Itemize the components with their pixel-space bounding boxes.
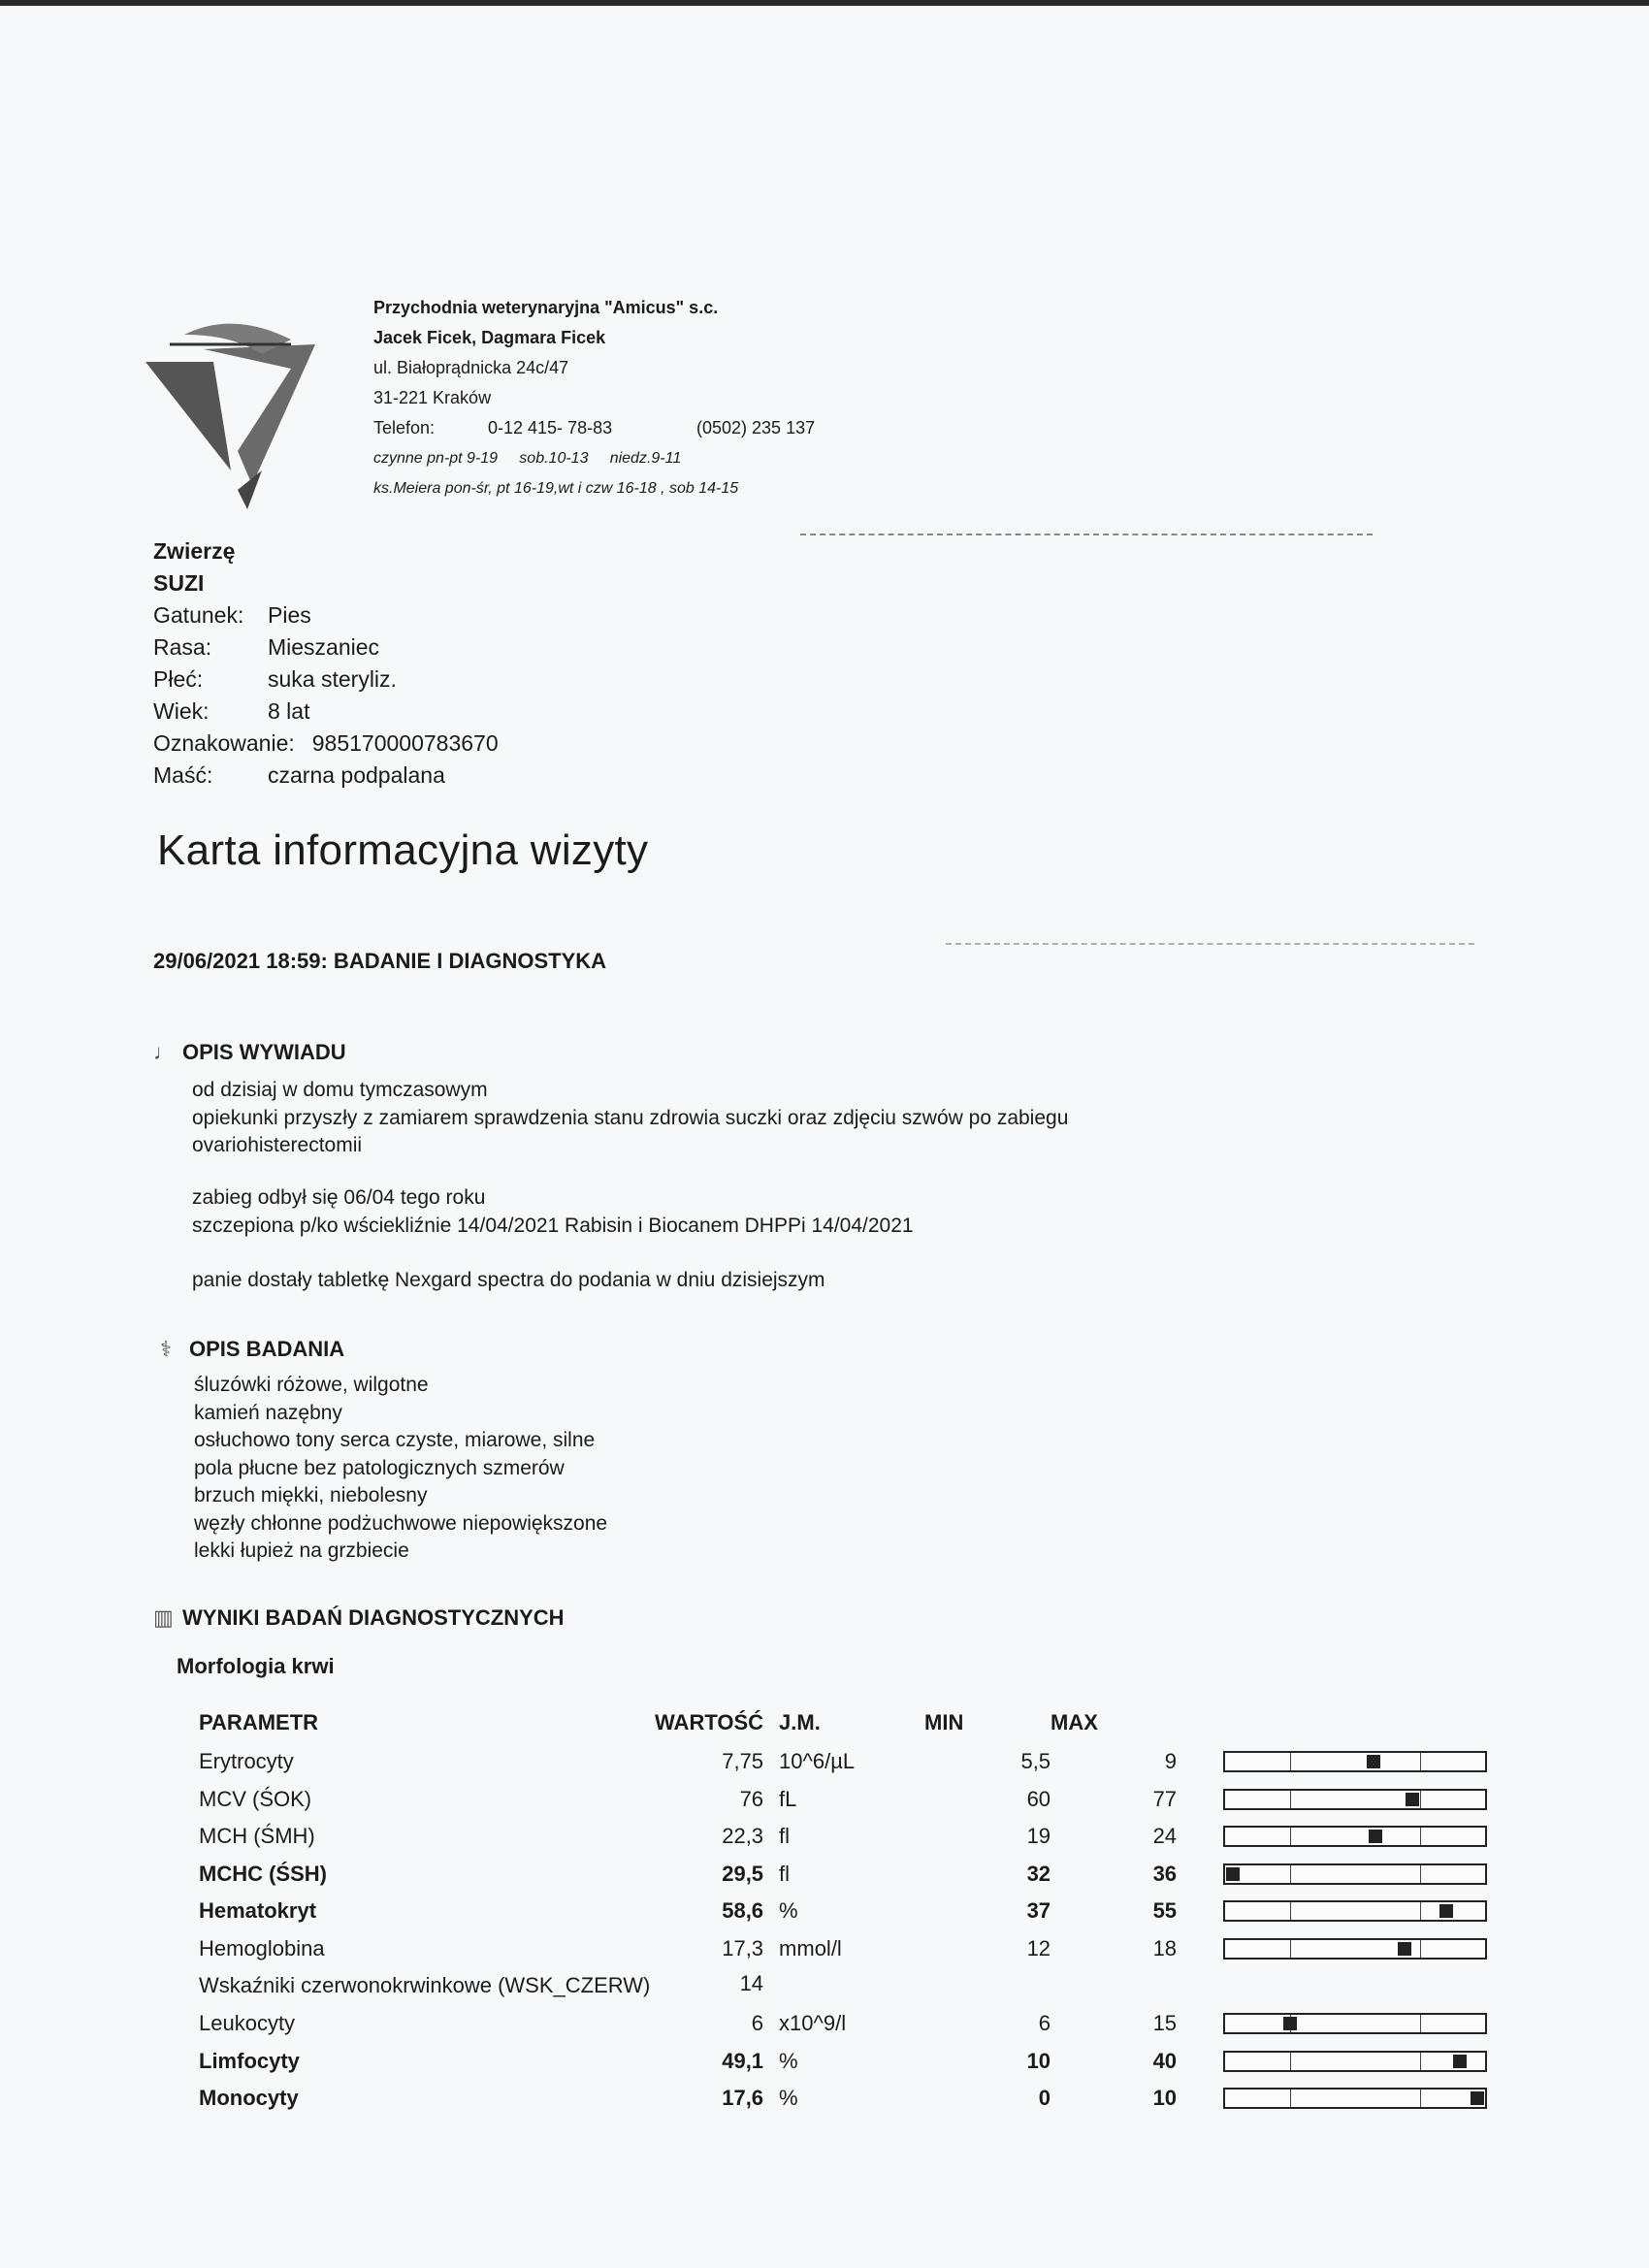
field-value: suka steryliz. (268, 666, 397, 692)
results-body (199, 1743, 1495, 2118)
divider (800, 534, 1373, 535)
range-bar (1223, 1900, 1487, 1922)
range-marker (1367, 1755, 1380, 1768)
value-cell: 29,5 (722, 1861, 764, 1886)
animal-field (153, 599, 499, 632)
phone-label: Telefon: (373, 418, 436, 437)
max-cell: 9 (1164, 1749, 1178, 1774)
max-cell: 77 (1152, 1786, 1178, 1811)
text-line: panie dostały tabletkę Nexgard spectra do podania w dniu dzisiejszym (192, 1269, 825, 1291)
clinic-name: Przychodnia weterynaryjna "Amicus" s.c. (373, 298, 719, 317)
clinic-branch-hours: ks.Meiera pon-śr, pt 16-19,wt i czw 16-18 , sob 14-15 (373, 480, 739, 497)
field-value: Pies (268, 602, 311, 628)
table-row (199, 1967, 1495, 2005)
table-row (199, 2005, 1495, 2043)
max-cell: 10 (1152, 2086, 1178, 2111)
clinic-phones (373, 413, 815, 443)
unit-cell: fl (779, 1861, 791, 1886)
unit-cell: % (779, 2086, 798, 2111)
param-cell: Limfocyty (199, 2048, 300, 2073)
stethoscope-icon: ♩ (153, 1040, 175, 1064)
value-cell: 7,75 (722, 1749, 764, 1774)
min-cell: 6 (1038, 2011, 1051, 2036)
text-line: lekki łupież na grzbiecie (194, 1539, 409, 1562)
results-heading-label: WYNIKI BADAŃ DIAGNOSTYCZNYCH (182, 1605, 565, 1630)
phone-2: (0502) 235 137 (696, 418, 816, 437)
stethoscope-icon: ⚕ (160, 1337, 172, 1361)
range-tick (1290, 2090, 1291, 2107)
text-line: brzuch miękki, niebolesny (194, 1484, 428, 1507)
range-bar (1223, 2088, 1487, 2109)
field-label: Maść: (153, 762, 213, 788)
field-label: Gatunek: (153, 602, 244, 628)
range-bar (1223, 1826, 1487, 1847)
phone-1: 0-12 415- 78-83 (488, 418, 613, 437)
table-row (199, 2080, 1495, 2118)
text-line: węzły chłonne podżuchwowe niepowiększone (194, 1511, 608, 1535)
max-cell (1051, 1967, 1177, 2005)
value-cell: 17,6 (722, 2086, 764, 2111)
min-cell: 60 (1026, 1786, 1051, 1811)
range-marker (1398, 1942, 1411, 1956)
range-tick (1420, 1940, 1421, 1958)
table-row (199, 1743, 1495, 1781)
range-cell (1177, 2005, 1495, 2043)
range-tick (1420, 1753, 1421, 1770)
animal-field (153, 696, 499, 728)
text-line: zabieg odbył się 06/04 tego roku (192, 1186, 486, 1209)
range-cell (1177, 1781, 1495, 1819)
interview-text-c (192, 1267, 825, 1295)
min-cell: 10 (1026, 2048, 1051, 2073)
min-cell: 19 (1026, 1824, 1051, 1849)
visit-header: 29/06/2021 18:59: BADANIE I DIAGNOSTYKA (153, 949, 607, 973)
table-row (199, 1856, 1495, 1894)
range-cell (1177, 1856, 1495, 1894)
param-cell: Erytrocyty (199, 1749, 294, 1774)
max-cell: 40 (1152, 2048, 1178, 2073)
min-cell: 0 (1038, 2086, 1051, 2111)
lab-icon: ▥ (153, 1605, 174, 1630)
page-title: Karta informacyjna wizyty (157, 826, 649, 874)
range-tick (1290, 1791, 1291, 1808)
range-bar (1223, 2013, 1487, 2034)
text-line: od dzisiaj w domu tymczasowym (192, 1079, 488, 1101)
param-cell: Monocyty (199, 2086, 299, 2111)
results-subheading: Morfologia krwi (177, 1654, 335, 1678)
exam-text (194, 1372, 607, 1566)
range-cell (1177, 1967, 1495, 2005)
text-line: kamień nazębny (194, 1401, 342, 1424)
range-tick (1290, 1865, 1291, 1883)
field-label: Rasa: (153, 634, 212, 660)
unit-cell: mmol/l (779, 1935, 842, 1960)
range-marker (1283, 2017, 1297, 2030)
max-cell: 24 (1152, 1824, 1178, 1849)
col-param: PARAMETR (199, 1710, 319, 1734)
field-label: Wiek: (153, 698, 210, 724)
text-line: szczepiona p/ko wściekliźnie 14/04/2021 Rabisin i Biocanem DHPPi 14/04/2021 (192, 1214, 914, 1237)
interview-heading (153, 1040, 346, 1065)
value-cell: 14 (739, 1971, 764, 1995)
text-line: śluzówki różowe, wilgotne (194, 1374, 429, 1396)
range-tick (1420, 1791, 1421, 1808)
exam-heading-label: OPIS BADANIA (189, 1337, 345, 1361)
col-min: MIN (924, 1710, 964, 1734)
range-bar (1223, 1751, 1487, 1772)
range-tick (1420, 2015, 1421, 2032)
divider (946, 943, 1474, 945)
range-tick (1290, 1940, 1291, 1958)
range-marker (1453, 2055, 1467, 2068)
range-tick (1290, 2053, 1291, 2070)
results-heading (153, 1605, 565, 1631)
range-cell (1177, 1743, 1495, 1781)
clinic-city: 31-221 Kraków (373, 388, 492, 407)
max-cell: 36 (1152, 1861, 1178, 1886)
col-range-bar (1177, 1702, 1495, 1743)
animal-info (153, 535, 499, 792)
range-marker (1406, 1793, 1419, 1806)
unit-cell: fL (779, 1786, 797, 1811)
value-cell: 6 (751, 2011, 764, 2036)
text-line: osłuchowo tony serca czyste, miarowe, silne (194, 1429, 596, 1451)
interview-text-b (192, 1184, 914, 1240)
range-marker (1439, 1904, 1453, 1918)
animal-field (153, 664, 499, 696)
clinic-hours: czynne pn-pt 9-19 sob.10-13 niedz.9-11 (373, 450, 682, 467)
col-value: WARTOŚĆ (655, 1710, 764, 1734)
param-cell: MCH (ŚMH) (199, 1824, 315, 1849)
range-tick (1420, 2053, 1421, 2070)
param-cell: MCV (ŚOK) (199, 1786, 312, 1811)
min-cell: 32 (1026, 1861, 1051, 1886)
max-cell: 18 (1152, 1935, 1178, 1960)
range-cell (1177, 1893, 1495, 1930)
min-cell: 37 (1026, 1898, 1051, 1924)
animal-field (153, 632, 499, 664)
param-cell: Hemoglobina (199, 1935, 325, 1960)
table-row (199, 1930, 1495, 1968)
param-cell: MCHC (ŚSH) (199, 1861, 327, 1886)
field-label: Oznakowanie: (153, 730, 295, 756)
value-cell: 17,3 (722, 1935, 764, 1960)
range-tick (1420, 1828, 1421, 1845)
col-max: MAX (1051, 1710, 1098, 1734)
interview-heading-label: OPIS WYWIADU (182, 1040, 346, 1064)
table-row (199, 1781, 1495, 1819)
animal-name: SUZI (153, 570, 205, 596)
max-cell: 15 (1152, 2011, 1178, 2036)
range-marker (1471, 2091, 1484, 2105)
animal-field (153, 760, 499, 792)
range-cell (1177, 1930, 1495, 1968)
field-value: czarna podpalana (268, 762, 445, 788)
min-cell (924, 1967, 1051, 2005)
clinic-header (373, 293, 815, 503)
range-marker (1226, 1867, 1240, 1881)
animal-field (153, 728, 499, 760)
range-tick (1420, 1902, 1421, 1920)
table-row (199, 2043, 1495, 2081)
range-bar (1223, 1938, 1487, 1960)
max-cell: 55 (1152, 1898, 1178, 1924)
field-value: 8 lat (268, 698, 310, 724)
table-header (199, 1702, 1495, 1743)
value-cell: 22,3 (722, 1824, 764, 1849)
table-row (199, 1893, 1495, 1930)
interview-text-a (192, 1077, 1068, 1160)
unit-cell: % (779, 2048, 798, 2073)
param-cell: Hematokryt (199, 1898, 317, 1924)
text-line: ovariohisterectomii (192, 1134, 363, 1156)
range-marker (1369, 1830, 1382, 1843)
value-cell: 49,1 (722, 2048, 764, 2073)
range-cell (1177, 2080, 1495, 2118)
range-tick (1290, 1753, 1291, 1770)
range-tick (1290, 1828, 1291, 1845)
min-cell: 12 (1026, 1935, 1051, 1960)
clinic-owners: Jacek Ficek, Dagmara Ficek (373, 328, 606, 347)
range-bar (1223, 1789, 1487, 1810)
range-tick (1290, 1902, 1291, 1920)
field-value: Mieszaniec (268, 634, 380, 660)
param-cell: Wskaźniki czerwonokrwinkowe (WSK_CZERW) (199, 1973, 651, 1997)
text-line: pola płucne bez patologicznych szmerów (194, 1456, 565, 1479)
unit-cell: % (779, 1898, 798, 1924)
range-tick (1420, 2090, 1421, 2107)
animal-heading: Zwierzę (153, 538, 236, 564)
col-unit: J.M. (779, 1710, 821, 1734)
text-line: opiekunki przyszły z zamiarem sprawdzenia stanu zdrowia suczki oraz zdjęciu szwów po zabiegu (192, 1106, 1069, 1129)
unit-cell: x10^9/l (779, 2011, 847, 2036)
clinic-street: ul. Białoprądnicka 24c/47 (373, 358, 569, 377)
clinic-logo (146, 315, 330, 509)
unit-cell: fl (779, 1824, 791, 1849)
unit-cell: 10^6/µL (779, 1749, 856, 1774)
range-tick (1420, 1865, 1421, 1883)
range-bar (1223, 2051, 1487, 2072)
value-cell: 58,6 (722, 1898, 764, 1924)
table-row (199, 1818, 1495, 1856)
results-table (199, 1702, 1495, 2118)
range-bar (1223, 1863, 1487, 1885)
field-label: Płeć: (153, 666, 204, 692)
scan-top-edge (0, 0, 1649, 6)
exam-heading (160, 1337, 344, 1362)
range-cell (1177, 1818, 1495, 1856)
param-cell: Leukocyty (199, 2011, 296, 2036)
value-cell: 76 (739, 1786, 764, 1811)
min-cell: 5,5 (1020, 1749, 1051, 1774)
unit-cell (779, 1967, 924, 2005)
range-cell (1177, 2043, 1495, 2081)
field-value: 985170000783670 (311, 730, 499, 756)
